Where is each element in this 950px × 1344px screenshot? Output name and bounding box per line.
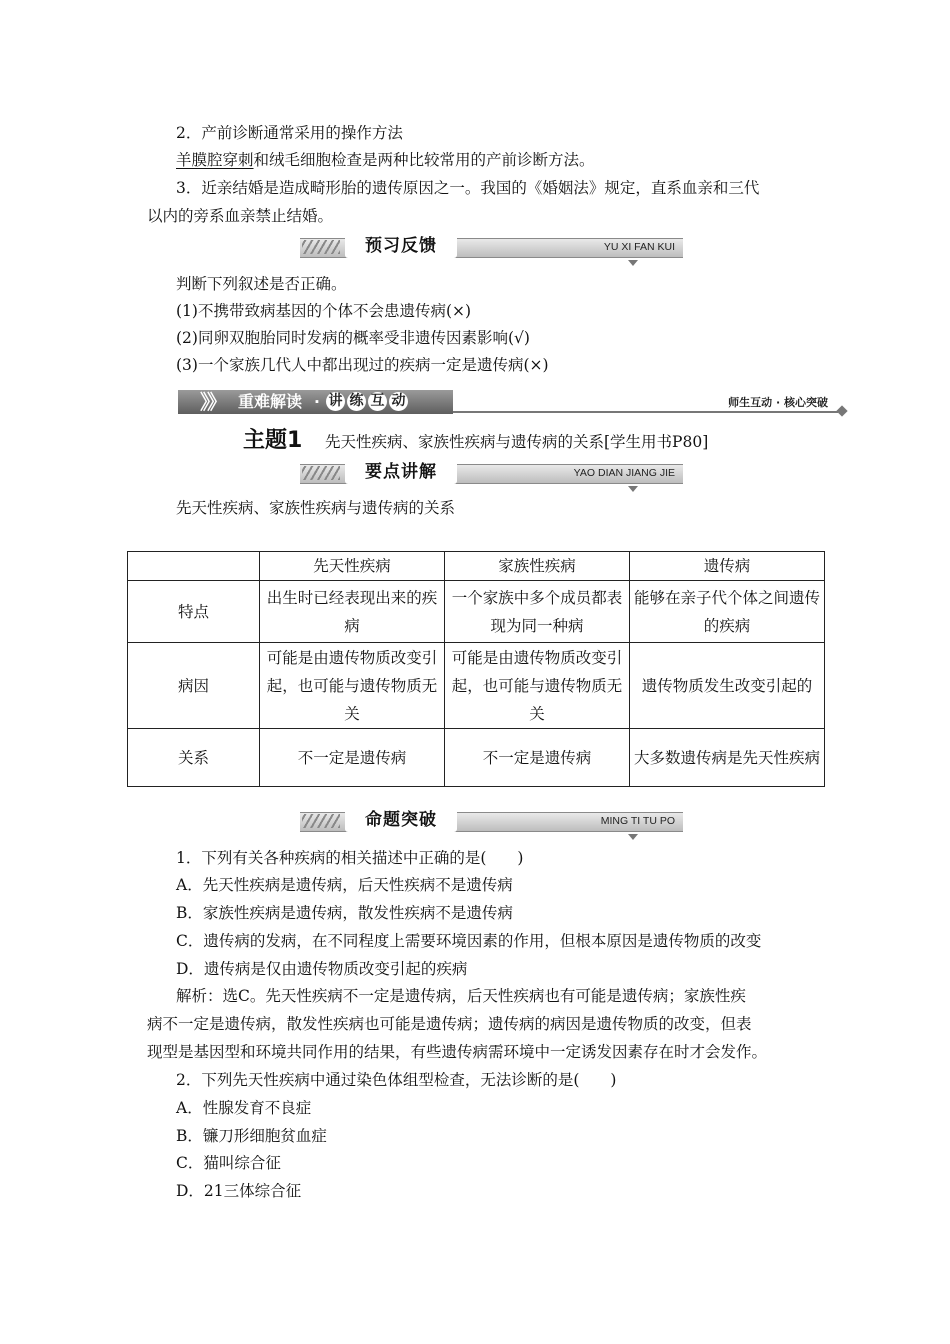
question-1-analysis-line2: 病不一定是遗传病，散发性疾病也可能是遗传病；遗传病的病因是遗传物质的改变，但表	[147, 1015, 752, 1033]
question-2-stem: 2．下列先天性疾病中通过染色体组型检查，无法诊断的是( )	[176, 1071, 617, 1089]
diamond-icon	[836, 405, 847, 416]
table-cell: 病因	[128, 643, 260, 729]
banner-pinyin: YAO DIAN JIANG JIE	[573, 467, 675, 479]
table-cell: 特点	[128, 581, 260, 643]
banner-title: 要点讲解	[345, 460, 457, 484]
banner-arrow-icon	[628, 260, 638, 266]
banner-arrow-icon	[628, 834, 638, 840]
keypoints-intro: 先天性疾病、家族性疾病与遗传病的关系	[176, 499, 456, 517]
table-cell: 不一定是遗传病	[260, 729, 445, 787]
intro-item-2-title: 2．产前诊断通常采用的操作方法	[176, 124, 403, 142]
banner-arrow-icon	[628, 486, 638, 492]
table-cell: 可能是由遗传物质改变引起，也可能与遗传物质无关	[445, 643, 630, 729]
preview-instruction: 判断下列叙述是否正确。	[176, 275, 347, 293]
underlined-term: 羊膜腔穿刺	[176, 151, 254, 169]
circled-char: 练	[347, 392, 366, 411]
table-row	[128, 643, 825, 729]
circled-char: 讲	[326, 392, 345, 411]
ribbon-dot: ·	[314, 393, 320, 411]
ribbon-left-text: 重难解读	[238, 392, 303, 411]
banner-title: 命题突破	[345, 808, 457, 832]
table-header-cell: 遗传病	[630, 552, 825, 581]
banner-stripes	[302, 466, 340, 480]
table-cell: 遗传物质发生改变引起的	[630, 643, 825, 729]
relation-table	[127, 551, 825, 787]
banner-stripes	[302, 814, 340, 828]
question-1-option-b: B．家族性疾病是遗传病，散发性疾病不是遗传病	[176, 904, 513, 922]
intro-item-2-rest: 和绒毛细胞检查是两种比较常用的产前诊断方法。	[253, 151, 595, 169]
preview-item-3: (3)一个家族几代人中都出现过的疾病一定是遗传病(×)	[176, 356, 549, 374]
intro-item-2-body	[176, 150, 595, 170]
banner-stripes	[302, 240, 340, 254]
question-2-option-c: C．猫叫综合征	[176, 1154, 281, 1172]
question-1-option-d: D．遗传病是仅由遗传物质改变引起的疾病	[176, 960, 468, 978]
table-cell: 出生时已经表现出来的疾病	[260, 581, 445, 643]
question-1-stem: 1．下列有关各种疾病的相关描述中正确的是( )	[176, 849, 524, 867]
question-1-option-a: A．先天性疾病是遗传病，后天性疾病不是遗传病	[176, 876, 513, 894]
banner-title: 预习反馈	[345, 234, 457, 258]
circled-char: 动	[389, 392, 408, 411]
question-1-analysis-line1: 解析：选C。先天性疾病不一定是遗传病，后天性疾病也有可能是遗传病；家族性疾	[176, 987, 746, 1005]
ribbon-rule	[453, 411, 838, 413]
ribbon-right-text: 师生互动 · 核心突破	[728, 396, 828, 409]
topic-title: 主题1	[243, 428, 303, 453]
table-header-row	[128, 552, 825, 581]
table-cell: 一个家族中多个成员都表现为同一种病	[445, 581, 630, 643]
banner-pinyin: MING TI TU PO	[600, 815, 675, 827]
table-header-cell: 家族性疾病	[445, 552, 630, 581]
chevron-double-icon: 》》	[200, 390, 224, 414]
table-cell: 能够在亲子代个体之间遗传的疾病	[630, 581, 825, 643]
question-2-option-a: A．性腺发育不良症	[176, 1099, 312, 1117]
banner-keypoints	[300, 460, 683, 484]
table-cell: 大多数遗传病是先天性疾病	[630, 729, 825, 787]
intro-item-3-line2: 以内的旁系血亲禁止结婚。	[147, 207, 334, 225]
table-row	[128, 581, 825, 643]
question-1-option-c: C．遗传病的发病，在不同程度上需要环境因素的作用，但根本原因是遗传物质的改变	[176, 932, 762, 950]
preview-item-1: (1)不携带致病基因的个体不会患遗传病(×)	[176, 302, 472, 320]
question-2-option-d: D．21三体综合征	[176, 1182, 302, 1200]
banner-pinyin: YU XI FAN KUI	[603, 241, 675, 253]
banner-preview	[300, 234, 683, 258]
table-row	[128, 729, 825, 787]
section-ribbon	[178, 389, 846, 415]
table-header-cell	[128, 552, 260, 581]
table-cell: 关系	[128, 729, 260, 787]
preview-item-2: (2)同卵双胞胎同时发病的概率受非遗传因素影响(√)	[176, 329, 530, 347]
topic-text: 先天性疾病、家族性疾病与遗传病的关系[学生用书P80]	[325, 433, 709, 451]
question-2-option-b: B．镰刀形细胞贫血症	[176, 1127, 327, 1145]
table-cell: 可能是由遗传物质改变引起，也可能与遗传物质无关	[260, 643, 445, 729]
ribbon-circled-text	[326, 392, 410, 411]
question-1-analysis-line3: 现型是基因型和环境共同作用的结果，有些遗传病需环境中一定诱发因素存在时才会发作。	[147, 1043, 768, 1061]
intro-item-3-line1: 3．近亲结婚是造成畸形胎的遗传原因之一。我国的《婚姻法》规定，直系血亲和三代	[176, 179, 760, 197]
banner-proposition	[300, 808, 683, 832]
circled-char: 互	[368, 392, 387, 411]
table-cell: 不一定是遗传病	[445, 729, 630, 787]
table-header-cell: 先天性疾病	[260, 552, 445, 581]
